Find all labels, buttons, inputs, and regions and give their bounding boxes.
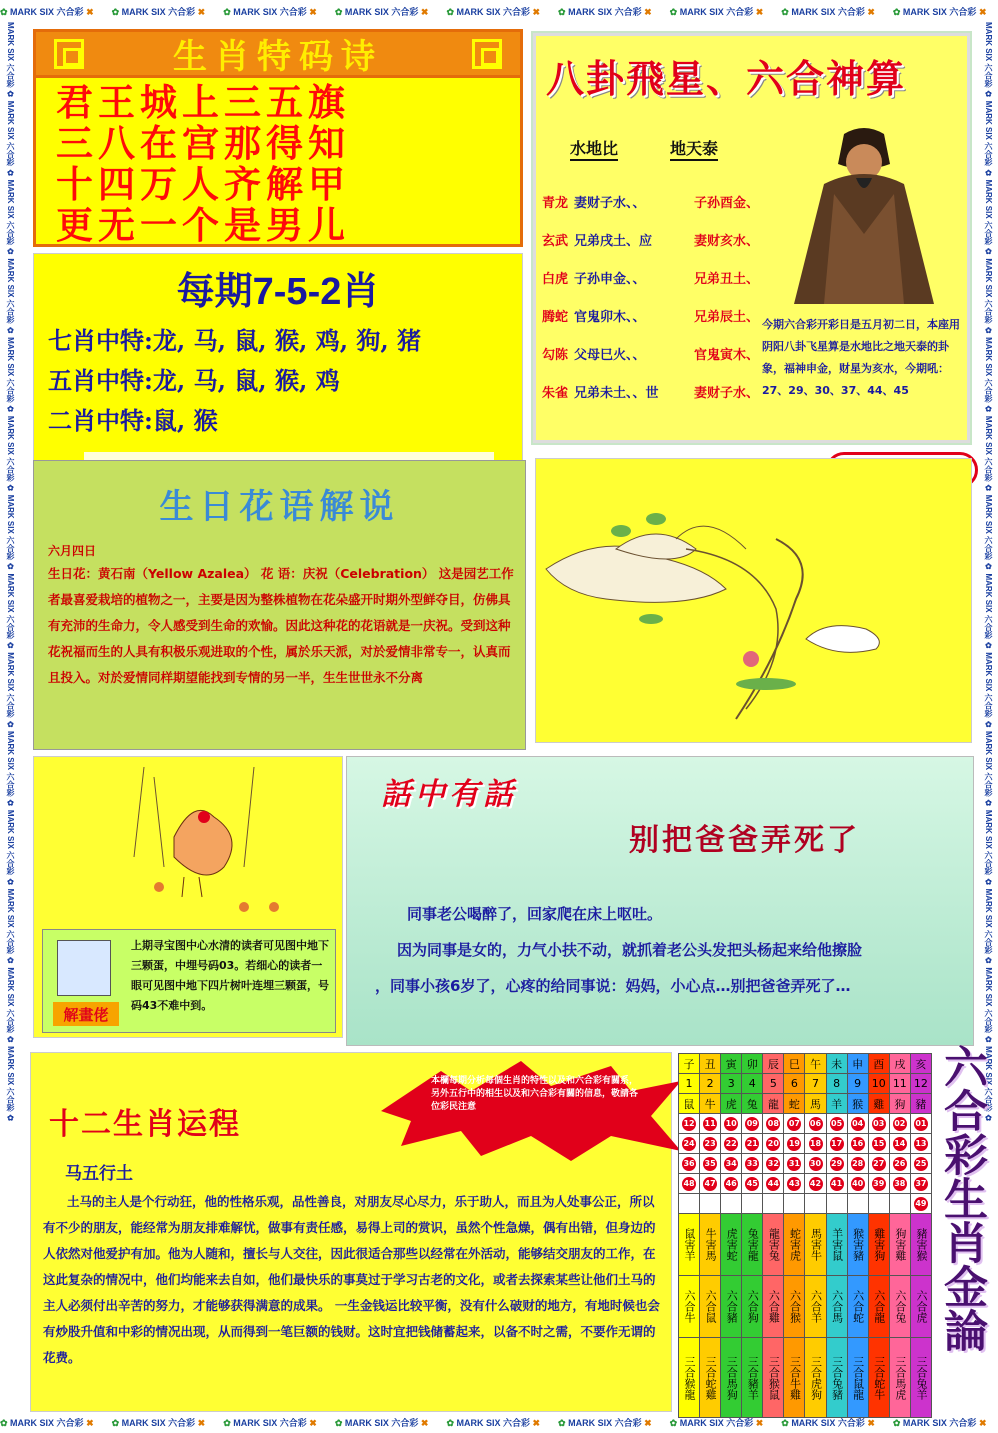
- table-row: [679, 1276, 932, 1338]
- border-logo: ✿ MARK SIX 六合彩 ✖: [781, 6, 875, 17]
- joke-line: 同事老公喝醉了，回家爬在床上呕吐。: [407, 905, 663, 923]
- table-cell: 猴害豬: [847, 1214, 868, 1276]
- poem-line: 十四万人齐解甲: [56, 162, 350, 206]
- bagua-row: [542, 306, 759, 325]
- table-cell: 戌: [889, 1054, 910, 1074]
- two-picks: 二肖中特:鼠, 猴: [48, 406, 218, 435]
- table-cell: 三合猴鼠: [763, 1338, 784, 1418]
- number-ball: 13: [914, 1137, 928, 1151]
- number-ball: 47: [703, 1177, 717, 1191]
- table-cell: [868, 1154, 889, 1174]
- bagua-row: [542, 382, 759, 401]
- table-cell: 鼠害羊: [679, 1214, 700, 1276]
- fortune-text: 土马的主人是个行动狂，他的性格乐观，品性善良，对朋友尽心尽力，乐于助人，而且为人处事公正，所以有不少的朋友，能经常为朋友排难解忧，做事有责任感，易得上司的赏识，虽然个性急燥，偶有出错，但身边的人依然对他爱护有加。他为人随和，擅长与人交往，因此很适合那些以经常在外活动，能够结交朋友的工作，在这此复杂的情况中，他们均能来去自如，他们最快乐的事莫过于学习古老的文化，或者去探索某些让他们土马的主人必须付出辛苦的努力，才能够获得满意的成果。 一生金钱运比较平衡，没有什么破财的地方，有地时候也会有炒股升值和中彩的情况出现，从而得到一笔巨额的钱财。这时宜把钱储蓄起来，以备不时之需，不要作无谓的花费。: [43, 1194, 660, 1365]
- table-cell: 三合兔豬: [826, 1338, 847, 1418]
- number-ball: 33: [745, 1157, 759, 1171]
- table-cell: 12: [910, 1074, 931, 1094]
- table-cell: 丑: [700, 1054, 721, 1074]
- number-ball: 36: [682, 1157, 696, 1171]
- table-cell: 狗害雞: [889, 1214, 910, 1276]
- number-ball: 05: [830, 1117, 844, 1131]
- table-cell: 10: [868, 1074, 889, 1094]
- table-cell: [847, 1114, 868, 1134]
- table-cell: 六合鼠: [700, 1276, 721, 1338]
- number-ball: 19: [787, 1137, 801, 1151]
- table-cell: [679, 1194, 700, 1214]
- joke-subtitle: 别把爸爸弄死了: [629, 823, 860, 858]
- fortune-title: 十二生肖运程: [49, 1107, 241, 1142]
- number-ball: 23: [703, 1137, 717, 1151]
- number-ball: 24: [682, 1137, 696, 1151]
- table-cell: [805, 1174, 826, 1194]
- table-cell: [742, 1134, 763, 1154]
- table-row: [679, 1174, 932, 1194]
- table-cell: [763, 1134, 784, 1154]
- bagua-note: 今期六合彩开彩日是五月初二日，本座用阴阳八卦飞星算是水地比之地天泰的卦象，福神申金，财星为亥水，今期吼：27、29、30、37、44、45: [762, 318, 960, 397]
- number-ball: 22: [724, 1137, 738, 1151]
- number-ball: 12: [682, 1117, 696, 1131]
- bagua-god: 腾蛇: [542, 310, 569, 325]
- table-cell: 牛: [700, 1094, 721, 1114]
- square-ornament-icon: [54, 39, 84, 69]
- answer-note: [42, 929, 336, 1033]
- border-logo: ✿ MARK SIX 六合彩 ✖: [446, 1417, 541, 1428]
- flower-text: 生日花：黄石南（Yellow Azalea） 花 语：庆祝（Celebration） 这是园艺工作者最喜爱栽培的植物之一，主要是因为整株植物在花朵盛开时期外型鲜夺目，仿佛具有充沛的生命力，令人感受到生命的欢愉。因此这种花的花语就是一庆祝。受到这种花祝福而生的人具有积极乐观进取的个性，属於乐天派，对於爱情非常专一，认真而且投入。对於爱情同样期望能找到专情的另一半，生生世世永不分离: [48, 566, 514, 685]
- table-cell: 三合蛇牛: [868, 1338, 889, 1418]
- table-cell: [721, 1194, 742, 1214]
- table-cell: [805, 1114, 826, 1134]
- bagua-left-line: 官鬼卯木、、: [574, 310, 646, 325]
- number-ball: 34: [724, 1157, 738, 1171]
- table-cell: [679, 1154, 700, 1174]
- table-cell: 7: [805, 1074, 826, 1094]
- table-cell: 8: [826, 1074, 847, 1094]
- table-cell: [679, 1174, 700, 1194]
- poem-line: 君王城上三五旗: [56, 80, 350, 124]
- bagua-row: [542, 230, 759, 249]
- table-cell: 龍: [763, 1094, 784, 1114]
- rooster-drawing-panel: [33, 756, 343, 1038]
- poem-title-bar: [36, 32, 520, 78]
- number-ball: 14: [893, 1137, 907, 1151]
- bagua-left-line: 父母巳火、、: [574, 348, 646, 363]
- hexagram-right: 地天泰: [670, 136, 718, 161]
- table-cell: 午: [805, 1054, 826, 1074]
- table-row: [679, 1134, 932, 1154]
- table-cell: [784, 1134, 805, 1154]
- top-border: [0, 0, 998, 22]
- bagua-god: 白虎: [542, 272, 569, 287]
- table-cell: 雞: [868, 1094, 889, 1114]
- joke-title: 話中有話: [381, 777, 517, 812]
- border-logo: ✿ MARK SIX 六合彩 ✖: [669, 6, 764, 17]
- seven-picks: 七肖中特:龙, 马, 鼠, 猴, 鸡, 狗, 猪: [48, 326, 422, 355]
- number-ball: 28: [851, 1157, 865, 1171]
- number-ball: 37: [914, 1177, 928, 1191]
- bagua-right-line: 兄弟辰土、: [694, 310, 760, 325]
- joke-panel: [346, 756, 974, 1046]
- table-cell: [721, 1134, 742, 1154]
- table-cell: [700, 1114, 721, 1134]
- table-cell: [700, 1174, 721, 1194]
- gold-theory-title: 六合彩生肖金論: [936, 1044, 987, 1352]
- left-border: MARK SIX 六合彩 ✿ MARK SIX 六合彩 ✿ MARK SIX 六合彩 ✿ MARK SIX 六合彩 ✿ MARK SIX 六合彩 ✿ MARK SIX 六合彩 ✿ MARK SIX 六合彩 ✿ MARK SIX 六合彩 ✿ MARK SIX 六合彩 ✿ MARK SIX 六合彩 ✿ MARK SIX 六合彩 ✿ MARK SIX 六合彩 ✿ MARK SIX 六合彩 ✿ MARK SIX 六合彩 ✿: [6, 22, 15, 1123]
- border-logo: ✿ MARK SIX 六合彩 ✖: [892, 1417, 987, 1428]
- number-ball: 11: [703, 1117, 717, 1131]
- table-cell: [700, 1154, 721, 1174]
- table-cell: [742, 1114, 763, 1134]
- table-cell: 六合牛: [679, 1276, 700, 1338]
- table-cell: 馬: [805, 1094, 826, 1114]
- zodiac-poem-panel: [33, 29, 523, 247]
- table-cell: [763, 1154, 784, 1174]
- table-cell: 六合雞: [763, 1276, 784, 1338]
- table-cell: 酉: [868, 1054, 889, 1074]
- bagua-god: 勾陈: [542, 348, 569, 363]
- square-ornament-icon: [472, 39, 502, 69]
- picks-title: 每期7-5-2肖: [176, 271, 380, 313]
- table-cell: 兔: [742, 1094, 763, 1114]
- table-cell: [784, 1194, 805, 1214]
- table-cell: 三合兔羊: [910, 1338, 931, 1418]
- answer-label: 解畫佬: [53, 1002, 119, 1026]
- bagua-right-line: 兄弟丑土、: [694, 272, 760, 287]
- bagua-left-line: 兄弟未土、、世: [574, 386, 659, 401]
- table-cell: 六合猴: [784, 1276, 805, 1338]
- table-cell: [700, 1194, 721, 1214]
- five-picks: 五肖中特:龙, 马, 鼠, 猴, 鸡: [48, 366, 340, 395]
- table-row: [679, 1338, 932, 1418]
- number-ball: 27: [872, 1157, 886, 1171]
- bagua-row: [542, 268, 759, 287]
- bagua-title: 八卦飛星、六合神算: [546, 56, 907, 101]
- bagua-left-line: 兄弟戌土、应: [574, 234, 653, 249]
- number-ball: 07: [787, 1117, 801, 1131]
- table-cell: 5: [763, 1074, 784, 1094]
- table-cell: [721, 1114, 742, 1134]
- table-cell: [847, 1174, 868, 1194]
- table-row: [679, 1054, 932, 1074]
- bagua-left-line: 子孙申金、、: [574, 272, 646, 287]
- table-cell: 三合蛇雞: [700, 1338, 721, 1418]
- bagua-right-line: 官鬼寅木、: [694, 348, 760, 363]
- number-ball: 01: [914, 1117, 928, 1131]
- table-cell: [784, 1154, 805, 1174]
- number-ball: 17: [830, 1137, 844, 1151]
- bagua-panel: [533, 33, 970, 443]
- table-cell: 6: [784, 1074, 805, 1094]
- number-ball: 38: [893, 1177, 907, 1191]
- table-cell: [763, 1174, 784, 1194]
- table-cell: [910, 1134, 931, 1154]
- table-cell: 三合虎狗: [805, 1338, 826, 1418]
- table-cell: 六合馬: [826, 1276, 847, 1338]
- border-logo: ✿ MARK SIX 六合彩 ✖: [111, 6, 206, 17]
- number-ball: 25: [914, 1157, 928, 1171]
- table-cell: [826, 1114, 847, 1134]
- border-logo: ✿ MARK SIX 六合彩 ✖: [334, 1417, 429, 1428]
- hexagram-left: 水地比: [570, 136, 618, 161]
- table-cell: 猴: [847, 1094, 868, 1114]
- number-ball: 09: [745, 1117, 759, 1131]
- number-ball: 41: [830, 1177, 844, 1191]
- right-border: MARK SIX 六合彩 ✿ MARK SIX 六合彩 ✿ MARK SIX 六合彩 ✿ MARK SIX 六合彩 ✿ MARK SIX 六合彩 ✿ MARK SIX 六合彩 ✿ MARK SIX 六合彩 ✿ MARK SIX 六合彩 ✿ MARK SIX 六合彩 ✿ MARK SIX 六合彩 ✿ MARK SIX 六合彩 ✿ MARK SIX 六合彩 ✿ MARK SIX 六合彩 ✿ MARK SIX 六合彩 ✿: [984, 22, 993, 1123]
- table-cell: [742, 1174, 763, 1194]
- answer-text: 上期寻宝图中心水清的读者可见图中地下三颗蛋，中埋号码03。若细心的读者一眼可见图中地下四片树叶连埋三颗蛋，号码43不难中到。: [131, 939, 329, 1012]
- zodiac-fortune-panel: [30, 1052, 672, 1412]
- number-ball: 31: [787, 1157, 801, 1171]
- table-cell: 六合羊: [805, 1276, 826, 1338]
- border-logo: ✿ MARK SIX 六合彩 ✖: [446, 6, 541, 17]
- table-cell: 雞害狗: [868, 1214, 889, 1276]
- table-cell: [868, 1194, 889, 1214]
- number-ball: 30: [809, 1157, 823, 1171]
- table-cell: [784, 1174, 805, 1194]
- table-cell: 亥: [910, 1054, 931, 1074]
- number-ball: 06: [809, 1117, 823, 1131]
- table-cell: 未: [826, 1054, 847, 1074]
- table-cell: [679, 1134, 700, 1154]
- table-cell: 三合馬虎: [889, 1338, 910, 1418]
- table-cell: 虎害蛇: [721, 1214, 742, 1276]
- table-cell: 牛害馬: [700, 1214, 721, 1276]
- table-cell: 三合馬狗: [721, 1338, 742, 1418]
- table-cell: [826, 1174, 847, 1194]
- number-ball: 16: [851, 1137, 865, 1151]
- table-cell: 六合狗: [742, 1276, 763, 1338]
- table-cell: [679, 1114, 700, 1134]
- table-cell: 三合牛雞: [784, 1338, 805, 1418]
- table-cell: 鼠: [679, 1094, 700, 1114]
- table-cell: 9: [847, 1074, 868, 1094]
- number-ball: 32: [766, 1157, 780, 1171]
- table-cell: 寅: [721, 1054, 742, 1074]
- table-cell: [910, 1174, 931, 1194]
- flower-date: 六月四日: [48, 544, 97, 558]
- border-logo: ✿ MARK SIX 六合彩 ✖: [892, 6, 987, 17]
- table-cell: 龍害兔: [763, 1214, 784, 1276]
- number-ball: 42: [809, 1177, 823, 1191]
- bagua-row: [542, 344, 759, 363]
- border-logo: ✿ MARK SIX 六合彩 ✖: [558, 6, 652, 17]
- number-ball: 46: [724, 1177, 738, 1191]
- table-cell: 三合鼠龍: [847, 1338, 868, 1418]
- poem-title: 生肖特码诗: [173, 37, 383, 77]
- table-cell: [910, 1194, 931, 1214]
- table-cell: [721, 1174, 742, 1194]
- landscape-drawing: [535, 458, 972, 743]
- number-ball: 26: [893, 1157, 907, 1171]
- starburst-text: 本欄每期分析每個生肖的特性以及和六合彩有關系，另外五行中的相生以及和六合彩有關的信息，敬請各位彩民注意: [431, 1076, 639, 1112]
- number-ball: 18: [809, 1137, 823, 1151]
- table-cell: [784, 1114, 805, 1134]
- table-cell: [826, 1134, 847, 1154]
- poem-line: 更无一个是男儿: [56, 203, 350, 247]
- border-logo: ✿ MARK SIX 六合彩 ✖: [0, 1417, 94, 1428]
- table-cell: 羊: [826, 1094, 847, 1114]
- table-cell: [889, 1154, 910, 1174]
- table-cell: 馬害牛: [805, 1214, 826, 1276]
- number-ball: 40: [851, 1177, 865, 1191]
- number-ball: 21: [745, 1137, 759, 1151]
- book-icon: [57, 940, 111, 996]
- table-cell: [742, 1194, 763, 1214]
- table-cell: [868, 1134, 889, 1154]
- zodiac-table: [678, 1053, 932, 1411]
- table-cell: [847, 1194, 868, 1214]
- number-ball: 02: [893, 1117, 907, 1131]
- number-ball: 29: [830, 1157, 844, 1171]
- picks-panel: [33, 253, 523, 471]
- number-ball: 44: [766, 1177, 780, 1191]
- table-cell: [889, 1194, 910, 1214]
- poem-line: 三八在宫那得知: [56, 121, 350, 165]
- table-cell: 六合龍: [868, 1276, 889, 1338]
- bagua-god: 玄武: [542, 234, 569, 249]
- table-cell: 三合猴龍: [679, 1338, 700, 1418]
- border-logo: ✿ MARK SIX 六合彩 ✖: [558, 1417, 652, 1428]
- number-ball: 35: [703, 1157, 717, 1171]
- table-cell: 六合兔: [889, 1276, 910, 1338]
- bagua-right-line: 妻财子水、: [694, 386, 760, 401]
- border-logo: ✿ MARK SIX 六合彩 ✖: [111, 1417, 206, 1428]
- table-cell: [868, 1114, 889, 1134]
- table-cell: [700, 1134, 721, 1154]
- joke-line: ，同事小孩6岁了，心疼的给同事说：妈妈，小心点…别把爸爸弄死了…: [375, 977, 851, 995]
- number-ball: 48: [682, 1177, 696, 1191]
- table-cell: [889, 1174, 910, 1194]
- table-row: [679, 1194, 932, 1214]
- border-logo: ✿ MARK SIX 六合彩 ✖: [223, 6, 317, 17]
- table-cell: 2: [700, 1074, 721, 1094]
- table-row: [679, 1114, 932, 1134]
- table-cell: [910, 1114, 931, 1134]
- border-logo: ✿ MARK SIX 六合彩 ✖: [669, 1417, 764, 1428]
- border-logo: ✿ MARK SIX 六合彩 ✖: [334, 6, 429, 17]
- table-row: [679, 1154, 932, 1174]
- flower-title: 生日花语解说: [159, 487, 400, 527]
- number-ball: 10: [724, 1117, 738, 1131]
- bagua-right-line: 子孙酉金、: [694, 196, 760, 211]
- table-cell: [889, 1114, 910, 1134]
- table-cell: 辰: [763, 1054, 784, 1074]
- table-cell: 六合虎: [910, 1276, 931, 1338]
- table-cell: 11: [889, 1074, 910, 1094]
- number-ball: 04: [851, 1117, 865, 1131]
- table-cell: [805, 1154, 826, 1174]
- table-cell: [763, 1114, 784, 1134]
- number-ball: 03: [872, 1117, 886, 1131]
- bagua-row: [542, 192, 759, 211]
- table-cell: 羊害鼠: [826, 1214, 847, 1276]
- table-cell: 狗: [889, 1094, 910, 1114]
- table-cell: [721, 1154, 742, 1174]
- birthday-flower-panel: [33, 460, 526, 750]
- table-cell: 六合豬: [721, 1276, 742, 1338]
- border-logo: ✿ MARK SIX 六合彩 ✖: [781, 1417, 875, 1428]
- table-cell: 卯: [742, 1054, 763, 1074]
- table-cell: 兔害龍: [742, 1214, 763, 1276]
- fortune-subtitle: 马五行土: [65, 1164, 133, 1184]
- number-ball: 49: [914, 1197, 928, 1211]
- sage-figure-image: [764, 114, 964, 314]
- bagua-right-line: 妻财亥水、: [694, 234, 760, 249]
- number-ball: 43: [787, 1177, 801, 1191]
- number-ball: 15: [872, 1137, 886, 1151]
- table-cell: [805, 1134, 826, 1154]
- table-row: [679, 1074, 932, 1094]
- bagua-god: 青龙: [542, 196, 569, 211]
- bagua-left-line: 妻财子水、、: [574, 196, 646, 211]
- number-ball: 45: [745, 1177, 759, 1191]
- table-cell: 4: [742, 1074, 763, 1094]
- table-cell: 申: [847, 1054, 868, 1074]
- table-cell: 蛇害虎: [784, 1214, 805, 1276]
- table-cell: [889, 1134, 910, 1154]
- table-cell: 豬: [910, 1094, 931, 1114]
- table-cell: 三合豬羊: [742, 1338, 763, 1418]
- table-cell: 3: [721, 1074, 742, 1094]
- table-row: [679, 1094, 932, 1114]
- border-logo: ✿ MARK SIX 六合彩 ✖: [0, 6, 94, 17]
- table-cell: 1: [679, 1074, 700, 1094]
- number-ball: 20: [766, 1137, 780, 1151]
- table-cell: [847, 1154, 868, 1174]
- number-ball: 39: [872, 1177, 886, 1191]
- table-cell: [847, 1134, 868, 1154]
- table-cell: 巳: [784, 1054, 805, 1074]
- joke-line: 因为同事是女的，力气小扶不动，就抓着老公头发把头杨起来给他擦脸: [397, 941, 863, 959]
- bagua-god: 朱雀: [542, 386, 569, 401]
- table-cell: [763, 1194, 784, 1214]
- table-cell: [868, 1174, 889, 1194]
- table-cell: 豬害猴: [910, 1214, 931, 1276]
- table-cell: 虎: [721, 1094, 742, 1114]
- table-cell: [826, 1194, 847, 1214]
- table-cell: [805, 1194, 826, 1214]
- number-ball: 08: [766, 1117, 780, 1131]
- table-cell: [742, 1154, 763, 1174]
- table-cell: 六合蛇: [847, 1276, 868, 1338]
- table-cell: [826, 1154, 847, 1174]
- table-cell: [910, 1154, 931, 1174]
- table-cell: 子: [679, 1054, 700, 1074]
- border-logo: ✿ MARK SIX 六合彩 ✖: [223, 1417, 317, 1428]
- table-row: [679, 1214, 932, 1276]
- table-cell: 蛇: [784, 1094, 805, 1114]
